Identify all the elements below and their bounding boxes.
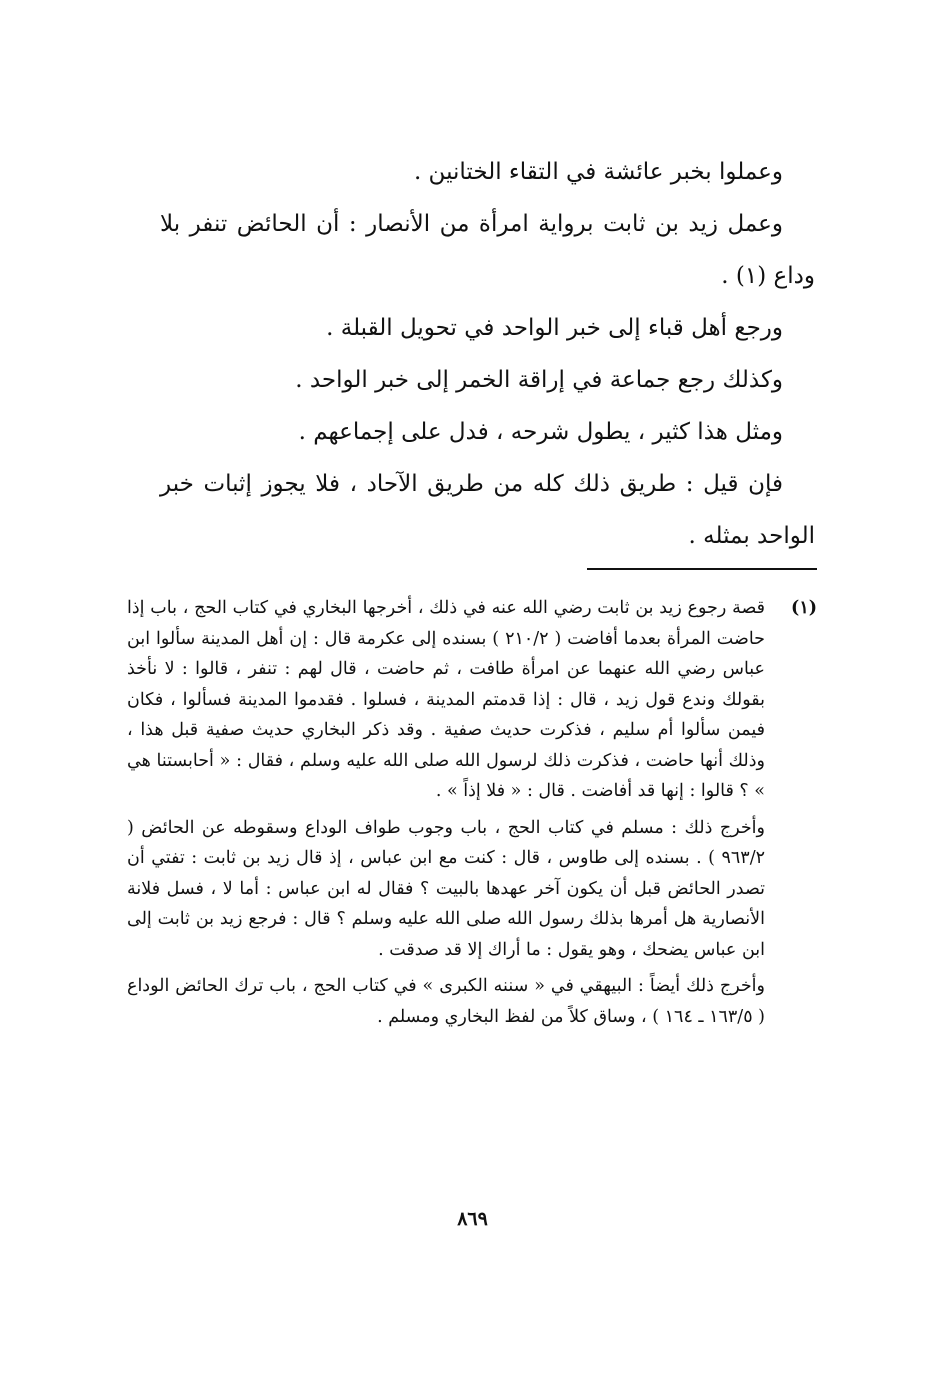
page-number: ٨٦٩ — [457, 1208, 488, 1230]
main-text — [160, 146, 815, 562]
main-paragraph: ورجع أهل قباء إلى خبر الواحد في تحويل القبلة . — [326, 315, 783, 341]
footnote-1 — [127, 593, 817, 1032]
footnote-paragraph: قصة رجوع زيد بن ثابت رضي الله عنه في ذلك ، أخرجها البخاري في كتاب الحج ، باب إذا حاضت المرأة بعدما أفاضت ( ٢١٠/٢ ) بسنده إلى عكرمة قال : إن أهل المدينة سألوا ابن عباس رضي الله عنهما عن امرأة طافت ، ثم حاضت ، قال لهم : تنفر ، قالوا : لا نأخذ بقولك وندع قول زيد ، قال : إذا قدمتم المدينة ، فسلوا . فقدموا المدينة فسألوا ، فكان فيمن سألوا أم سليم ، فذكرت حديث صفية . وقد ذكر البخاري حديث صفية قبل هذا ، وذلك أنها حاضت ، فذكرت ذلك لرسول الله صلى الله عليه وسلم ، فقال : « أحابستنا هي » ؟ قالوا : إنها قد أفاضت . قال : « فلا إذاً » . — [127, 598, 765, 801]
main-paragraph: وكذلك رجع جماعة في إراقة الخمر إلى خبر الواحد . — [295, 367, 783, 393]
main-paragraph: فإن قيل : طريق ذلك كله من طريق الآحاد ، فلا يجوز إثبات خبر الواحد بمثله . — [160, 471, 815, 549]
footnote-paragraph: وأخرج ذلك : مسلم في كتاب الحج ، باب وجوب طواف الوداع وسقوطه عن الحائض ( ٩٦٣/٢ ) . بسنده إلى طاوس ، قال : كنت مع ابن عباس ، إذ قال زيد بن ثابت : تفتي أن تصدر الحائض قبل أن يكون آخر عهدها بالبيت ؟ فقال له ابن عباس : أما لا ، فسل فلانة الأنصارية هل أمرها بذلك رسول الله صلى الله عليه وسلم ؟ قال : فرجع زيد بن ثابت إلى ابن عباس يضحك ، وهو يقول : ما أراك إلا قد صدقت . — [127, 817, 765, 960]
footnote-marker: (١) — [791, 598, 817, 618]
footnotes — [127, 593, 817, 1032]
footnote-paragraph: وأخرج ذلك أيضاً : البيهقي في « سننه الكبرى » في كتاب الحج ، باب ترك الحائض الوداع ( ١٦٣/٥ ـ ١٦٤ ) ، وساق كلاً من لفظ البخاري ومسلم . — [127, 976, 765, 1027]
footnote-body — [127, 593, 765, 1032]
footnote-separator — [587, 568, 817, 570]
main-paragraph: وعمل زيد بن ثابت برواية امرأة من الأنصار : أن الحائض تنفر بلا وداع (١) . — [160, 211, 815, 289]
main-paragraph: وعملوا بخبر عائشة في التقاء الختانين . — [413, 159, 783, 185]
main-paragraph: ومثل هذا كثير ، يطول شرحه ، فدل على إجماعهم . — [298, 419, 783, 445]
